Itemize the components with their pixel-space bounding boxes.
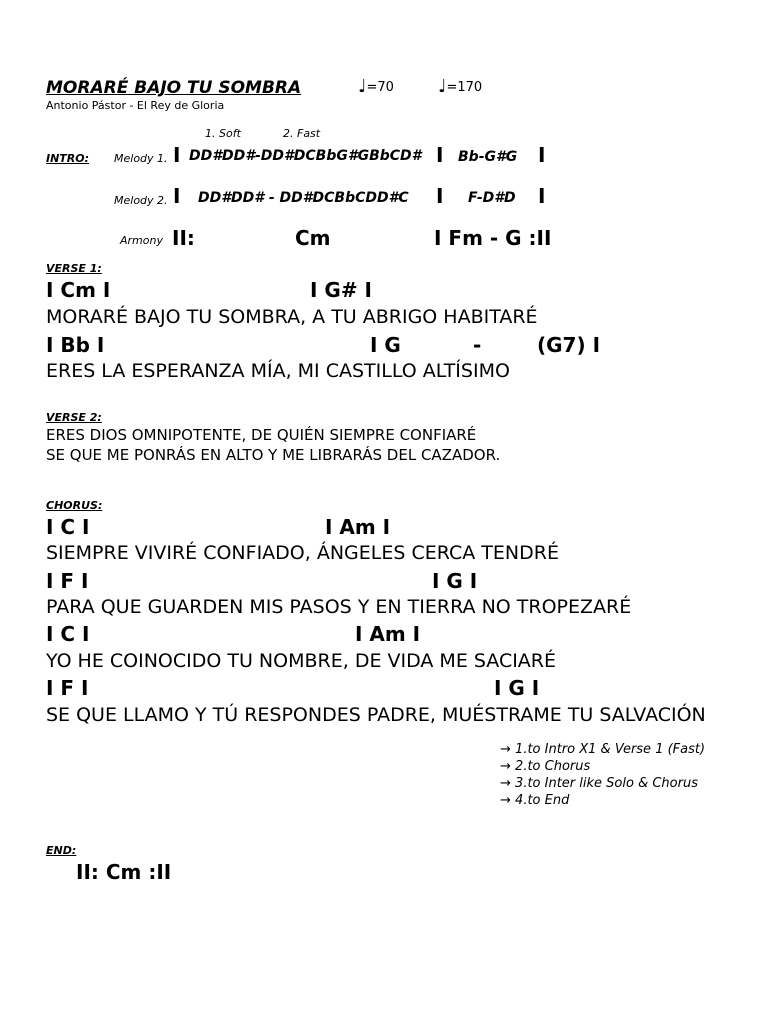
- quarter-note-icon: ♩: [358, 76, 367, 97]
- nav-item: [500, 793, 569, 808]
- lyric-line: MORARÉ BAJO TU SOMBRA, A TU ABRIGO HABITARÉ: [46, 306, 538, 328]
- chord: I G I: [494, 676, 540, 700]
- end-chord: II: Cm :II: [76, 860, 172, 884]
- verse2-label: VERSE 2:: [46, 411, 102, 424]
- nav-item: [500, 776, 698, 791]
- lyric-line: PARA QUE GUARDEN MIS PASOS Y EN TIERRA NO TROPEZARÉ: [46, 596, 632, 618]
- chord: I F I: [46, 569, 89, 593]
- option-fast: 2. Fast: [283, 127, 321, 140]
- armony-label: Armony: [120, 234, 163, 247]
- melody2-label: Melody 2.: [114, 194, 168, 207]
- quarter-note-icon: ♩: [438, 76, 447, 97]
- bar-line: I: [538, 143, 546, 167]
- option-soft: 1. Soft: [205, 127, 241, 140]
- nav-text: 3.to Inter like Solo & Chorus: [515, 776, 698, 791]
- chord: I Cm I: [46, 278, 111, 302]
- tempo-fast-value: =170: [446, 80, 483, 95]
- lyric-line: SE QUE ME PONRÁS EN ALTO Y ME LIBRARÁS DEL CAZADOR.: [46, 446, 501, 464]
- nav-text: 4.to End: [515, 793, 570, 808]
- intro-label: INTRO:: [46, 152, 90, 165]
- chord: I C I: [46, 622, 90, 646]
- lyric-line: SIEMPRE VIVIRÉ CONFIADO, ÁNGELES CERCA TENDRÉ: [46, 542, 559, 564]
- bar-line: I: [173, 184, 181, 208]
- chord: I F I: [46, 676, 89, 700]
- chord: I G# I: [310, 278, 372, 302]
- chorus-label: CHORUS:: [46, 499, 103, 512]
- lyric-line: ERES DIOS OMNIPOTENTE, DE QUIÉN SIEMPRE CONFIARÉ: [46, 426, 477, 444]
- nav-item: [500, 742, 705, 757]
- chord: I Am I: [355, 622, 421, 646]
- melody1-notes-b: Bb-G#G: [458, 149, 518, 165]
- nav-item: [500, 759, 590, 774]
- chord: I Bb I: [46, 333, 105, 357]
- bar-line: I: [173, 143, 181, 167]
- armony-chord-cm: Cm: [295, 226, 331, 250]
- tempo-fast: [438, 76, 483, 97]
- tempo-slow-value: =70: [366, 80, 394, 95]
- melody1-notes-a: DD#DD#-DD#DCBbG#GBbCD#: [189, 148, 422, 164]
- bar-line: I: [436, 143, 444, 167]
- armony-chord-fm-g: I Fm - G :II: [434, 226, 552, 250]
- arrow-right-icon: →: [500, 793, 511, 808]
- chord: I C I: [46, 515, 90, 539]
- song-subtitle: Antonio Pástor - El Rey de Gloria: [46, 99, 225, 112]
- chord: (G7) I: [537, 333, 601, 357]
- song-title: MORARÉ BAJO TU SOMBRA: [46, 78, 302, 98]
- arrow-right-icon: →: [500, 759, 511, 774]
- chord: I G I: [432, 569, 478, 593]
- melody2-notes-b: F-D#D: [468, 190, 516, 206]
- chord: I Am I: [325, 515, 391, 539]
- melody2-notes-a: DD#DD# - DD#DCBbCDD#C: [198, 190, 409, 206]
- arrow-right-icon: →: [500, 776, 511, 791]
- nav-text: 2.to Chorus: [515, 759, 591, 774]
- bar-line: I: [436, 184, 444, 208]
- chord-dash: -: [473, 333, 482, 357]
- verse1-label: VERSE 1:: [46, 262, 102, 275]
- lyric-line: ERES LA ESPERANZA MÍA, MI CASTILLO ALTÍSIMO: [46, 360, 510, 382]
- end-label: END:: [46, 844, 77, 857]
- repeat-start: II:: [172, 226, 195, 250]
- melody1-label: Melody 1.: [114, 152, 168, 165]
- chord: I G: [370, 333, 401, 357]
- arrow-right-icon: →: [500, 742, 511, 757]
- nav-text: 1.to Intro X1 & Verse 1 (Fast): [515, 742, 706, 757]
- tempo-slow: [358, 76, 394, 97]
- lyric-line: YO HE COINOCIDO TU NOMBRE, DE VIDA ME SACIARÉ: [46, 650, 557, 672]
- lyric-line: SE QUE LLAMO Y TÚ RESPONDES PADRE, MUÉSTRAME TU SALVACIÓN: [46, 704, 706, 726]
- bar-line: I: [538, 184, 546, 208]
